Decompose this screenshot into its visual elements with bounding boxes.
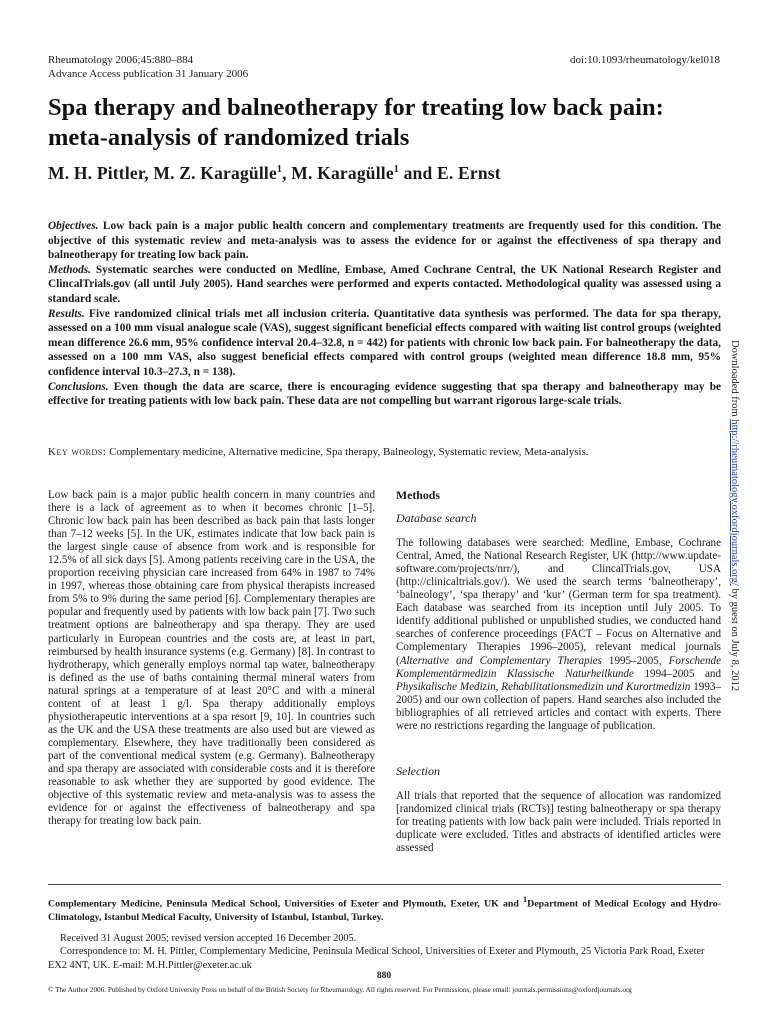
objectives-label: Objectives. [48, 220, 99, 232]
page-title: Spa therapy and balneotherapy for treating low back pain: meta-analysis of randomized trials [48, 94, 664, 151]
intro-column [48, 489, 375, 828]
database-search-heading: Database search [396, 511, 477, 526]
results-text: Five randomized clinical trials met all inclusion criteria. Quantitative data synthesis was performed. The data for spa therapy, assessed on a 100 mm visual analogue scale (VAS), suggest significant beneficial effects compared with waiting list control groups (weighted mean difference 26.6 mm, 95% confidence interval 20.4–32.8, n = 442) for patients with chronic low back pain. For balneotherapy the data, assessed on a 100 mm VAS, also suggest beneficial effects compared with control groups (weighted mean difference 18.8 mm, 95% confidence interval 10.3–27.3, n = 138). [48, 307, 721, 378]
keywords [48, 445, 721, 459]
affiliations [48, 893, 721, 924]
correspondence: Correspondence to: M. H. Pittler, Complementary Medicine, Peninsula Medical School, Universities of Exeter and Plymouth, 25 Victoria Park Road, Exeter EX2 4NT, UK. E-mail: M.H.Pittler@exeter.ac.uk [48, 946, 705, 971]
keywords-label: Key words: [48, 446, 107, 458]
journal-title: Physikalische Medizin, Rehabilitationsmedizin und Kurortmedizin [396, 680, 691, 693]
db-text-b: 1995–2005, [601, 654, 669, 667]
abstract-methods [48, 263, 721, 307]
journal-title: Forschende Komplementärmedizin Klassische Naturheilkunde [396, 654, 721, 680]
intro-paragraph: Low back pain is a major public health concern in many countries and there is a lack of agreement as to when it becomes chronic [1–5]. Chronic low back pain has been described as back pain that lasts longer than 7–12 weeks [5]. In the UK, estimates indicate that low back pain is the largest single cause of absence from work and is responsible for 12.5% of all sick days [5]. Among patients receiving care in the USA, the proportion receiving physician care increased from 64% in 1987 to 74% in 1997, whereas those obtaining care from physical therapists increased from 5% to 9% during the same period [6]. Complementary therapies are popular and frequently used by patients with low back pain [7]. Two such treatment options are balneotherapy and spa therapy. They are used particularly in European countries and the costs are, at least in part, reimbursed by health insurance systems (e.g. Germany) [8]. In contrast to hydrotherapy, which generally employs normal tap water, balneotherapy is defined as the use of baths containing thermal mineral waters from natural springs at a temperature of at least 20°C and with a mineral content of at least 1 g/l. Spa therapy additionally employs physiotherapeutic interventions at a spa resort [9, 10]. In countries such as the UK and the USA these treatments are also used but are viewed as complementary. Elsewhere, they have traditionally been considered as part of the conventional medical system (e.g. Germany). Balneotherapy and spa therapy are associated with considerable costs and it is therefore reasonable to ask whether they are supported by good evidence. The objective of this systematic review and meta-analysis was to assess the evidence for or against the effectiveness of balneotherapy and spa therapy for treating low back pain. [48, 489, 375, 828]
doi[interactable]: doi:10.1093/rheumatology/kel018 [569, 54, 720, 66]
watermark-prefix: Downloaded from [729, 340, 740, 420]
affiliation-2: Department of Medical Ecology and Hydro-Climatology, Istanbul Medical Faculty, University of Istanbul, Istanbul, Turkey. [48, 898, 721, 923]
results-label: Results. [48, 307, 85, 320]
received-dates: Received 31 August 2005; revised version accepted 16 December 2005. [60, 933, 357, 944]
advance-access: Advance Access publication 31 January 2006 [48, 68, 249, 80]
methods-heading: Methods [396, 488, 440, 502]
abstract-objectives [48, 219, 721, 263]
objectives-text: Low back pain is a major public health concern and complementary treatments are frequently used for this condition. The objective of this systematic review and meta-analysis was to assess the evidence for or against the effectiveness of spa therapy and balneotherapy for treating low back pain. [48, 220, 721, 262]
db-text-a: The following databases were searched: Medline, Embase, Cochrane Central, Amed, the National Research Register, UK (http://www.update-software.com/projects/nrr/), and ClincalTrials.gov, USA (http://clinicaltrials.gov/). We used the search terms ‘balneotherapy’, ‘balneology’, ‘spa therapy’ and ‘kur’ (German term for spa treatment). Each database was searched from its inception until July 2005. To identify additional published or unpublished studies, we conducted hand searches of conference proceedings (FACT – Focus on Alternative and Complementary Therapies 1996–2005), relevant medical journals ( [396, 537, 721, 667]
copyright-notice: © The Author 2006. Published by Oxford University Press on behalf of the British Society for Rheumatology. All rights reserved. For Permissions, please email: journals.permissions@oxfordjournals.org [48, 986, 632, 994]
author-list [48, 163, 501, 184]
methods-column [396, 489, 721, 855]
affiliation-marker: 1 [523, 895, 528, 904]
abstract-results [48, 307, 721, 380]
selection-paragraph: All trials that reported that the sequence of allocation was randomized [randomized clinical trials (RCTs)] testing balneotherapy or spa therapy for treating patients with low back pain were included. Trials reported in duplicate were excluded. Titles and abstracts of identified articles were assessed [396, 789, 721, 855]
journal-citation: Rheumatology 2006;45:880–884 [48, 54, 194, 66]
abstract [48, 219, 721, 409]
db-text-c: 1994–2005 and [633, 667, 721, 680]
affiliation-1: Complementary Medicine, Peninsula Medical School, Universities of Exeter and Plymouth, Exeter, UK and [48, 898, 524, 910]
affiliation-marker: 1 [393, 164, 399, 176]
page-number: 880 [376, 971, 392, 981]
author-4: and E. Ernst [399, 163, 501, 183]
abstract-conclusions [48, 380, 721, 409]
submission-info [48, 932, 721, 972]
selection-heading: Selection [396, 763, 440, 778]
keywords-text: Complementary medicine, Alternative medicine, Spa therapy, Balneology, Systematic review, Meta-analysis. [109, 446, 589, 458]
methods-label: Methods. [48, 263, 91, 276]
methods-text: Systematic searches were conducted on Medline, Embase, Amed Cochrane Central, the UK National Research Register and ClincalTrials.gov (all until July 2005). Hand searches were performed and experts contacted. Methodological quality was assessed using a standard scale. [48, 263, 721, 305]
conclusions-label: Conclusions. [48, 380, 109, 393]
journal-link[interactable]: http://rheumatology.oxfordjournals.org/ [729, 419, 740, 586]
affiliation-marker: 1 [276, 164, 283, 176]
database-search-paragraph [396, 537, 721, 733]
author-3: , M. Karagülle [282, 163, 394, 183]
journal-title: Alternative and Complementary Therapies [399, 654, 602, 667]
watermark-suffix: by guest on July 8, 2012 [729, 585, 740, 692]
footer-divider [48, 884, 721, 885]
conclusions-text: Even though the data are scarce, there is encouraging evidence suggesting that spa therapy and balneotherapy may be effective for treating patients with low back pain. These data are not compelling but warrant rigorous large-scale trials. [48, 380, 721, 408]
author-1-2: M. H. Pittler, M. Z. Karagülle [48, 163, 277, 183]
db-text-d: 1993–2005) and our own collection of papers. Hand searches also included the bibliographies of all retrieved articles and contact with experts. There were no restrictions regarding the language of publication. [396, 680, 721, 732]
download-watermark [729, 340, 740, 780]
